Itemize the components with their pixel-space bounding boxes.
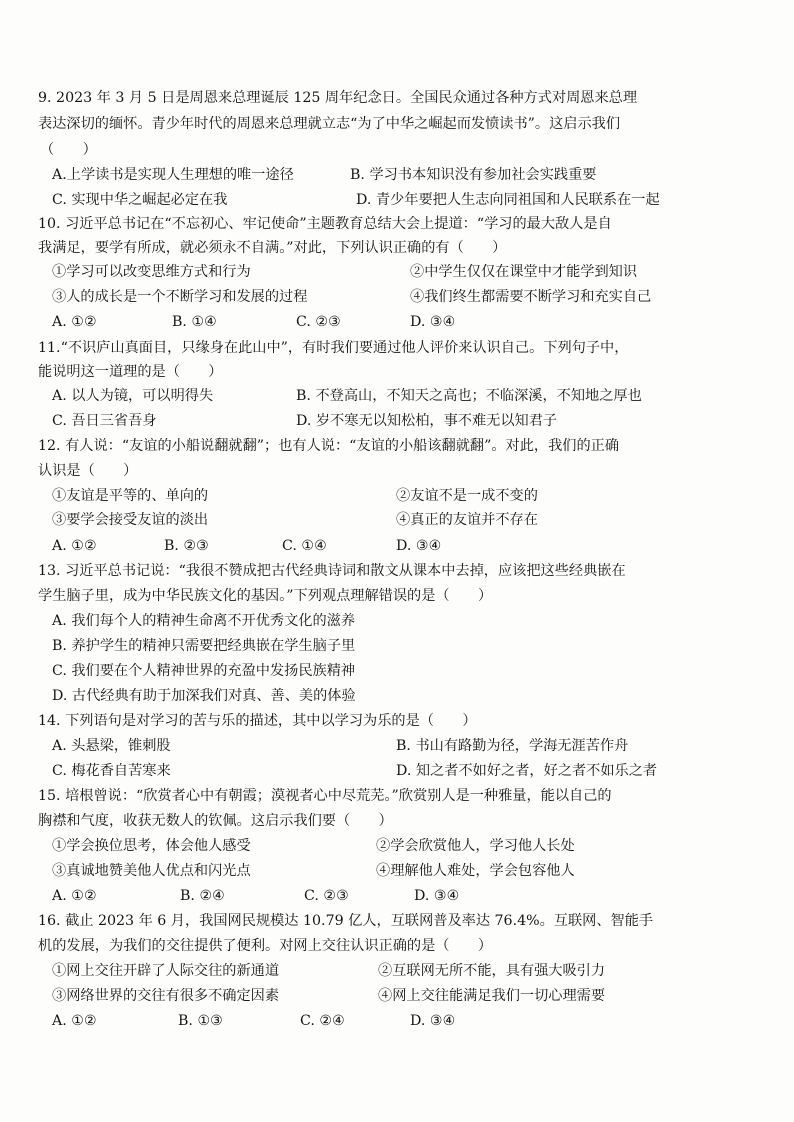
option-a: A. ①② (52, 1013, 97, 1029)
option-a: A. ①② (52, 538, 97, 554)
statement-4: ④理解他人难处，学会包容他人 (376, 863, 575, 879)
statement-3: ③真诚地赞美他人优点和闪光点 (52, 863, 251, 879)
option-c: C. ①④ (282, 538, 327, 554)
option-d: D. 知之者不如好之者，好之者不如乐之者 (396, 763, 658, 779)
option-c: C. 我们要在个人精神世界的充盈中发扬民族精神 (52, 663, 356, 679)
statement-2: ②中学生仅仅在课堂中才能学到知识 (410, 264, 638, 280)
option-d: D. ③④ (410, 314, 456, 330)
option-b: B. ①④ (172, 314, 217, 330)
option-c: C. 吾日三省吾身 (52, 413, 157, 429)
option-a: A.上学读书是实现人生理想的唯一途径 (52, 167, 294, 183)
option-d: D. 岁不寒无以知松柏，事不难无以知君子 (296, 413, 558, 429)
option-d: D. 古代经典有助于加深我们对真、善、美的体验 (52, 688, 356, 704)
option-a: A. ①② (52, 314, 97, 330)
question-stem: 能说明这一道理的是（ ） (38, 364, 223, 380)
option-a: A. 以人为镜，可以明得失 (52, 388, 214, 404)
question-stem: 表达深切的缅怀。青少年时代的周恩来总理就立志“为了中华之崛起而发愤读书”。这启示我们 (38, 116, 621, 132)
option-c: C. 实现中华之崛起必定在我 (52, 192, 228, 208)
question-stem: 9. 2023 年 3 月 5 日是周恩来总理诞辰 125 周年纪念日。全国民众通过各种方式对周恩来总理 (38, 90, 638, 106)
question-stem: 机的发展，为我们的交往提供了便利。对网上交往认识正确的是（ ） (38, 938, 493, 954)
statement-4: ④网上交往能满足我们一切心理需要 (378, 988, 606, 1004)
statement-1: ①友谊是平等的、单向的 (52, 488, 209, 504)
option-a: A. ①② (52, 888, 97, 904)
statement-1: ①学习可以改变思维方式和行为 (52, 264, 251, 280)
question-stem: 10. 习近平总书记在“不忘初心、牢记使命”主题教育总结大会上提道：“学习的最大敌人是自 (38, 216, 612, 232)
question-stem: 胸襟和气度，收获无数人的钦佩。这启示我们要（ ） (38, 813, 393, 829)
option-a: A. 我们每个人的精神生命离不开优秀文化的滋养 (52, 613, 356, 629)
statement-4: ④真正的友谊并不存在 (396, 512, 538, 528)
question-stem: 11.“不识庐山真面目，只缘身在此山中”，有时我们要通过他人评价来认识自己。下列句子中， (38, 340, 629, 356)
statement-4: ④我们终生都需要不断学习和充实自己 (410, 289, 652, 305)
question-stem: 我满足，要学有所成，就必须永不自满。”对此，下列认识正确的有（ ） (38, 240, 507, 256)
option-d: D. ③④ (410, 1013, 456, 1029)
question-stem: 认识是（ ） (38, 463, 138, 479)
statement-2: ②学会欣赏他人，学习他人长处 (376, 838, 575, 854)
question-stem: 13. 习近平总书记说：“我很不赞成把古代经典诗词和散文从课本中去掉，应该把这些经典嵌在 (38, 563, 626, 579)
question-stem: 16. 截止 2023 年 6 月，我国网民规模达 10.79 亿人，互联网普及率达 76.4%。互联网、智能手 (38, 913, 654, 929)
question-stem: 学生脑子里，成为中华民族文化的基因。”下列观点理解错误的是（ ） (38, 588, 493, 604)
option-c: C. ②④ (300, 1013, 345, 1029)
statement-2: ②互联网无所不能，具有强大吸引力 (378, 963, 606, 979)
option-b: B. 不登高山，不知天之高也；不临深溪，不知地之厚也 (296, 388, 642, 404)
option-b: B. ①③ (178, 1013, 223, 1029)
option-b: B. 学习书本知识没有参加社会实践重要 (350, 167, 597, 183)
question-stem: 12. 有人说：“友谊的小船说翻就翻”；也有人说：“友谊的小船该翻就翻”。对此，我们的正确 (38, 438, 620, 454)
question-stem: 14. 下列语句是对学习的苦与乐的描述，其中以学习为乐的是（ ） (38, 713, 477, 729)
option-d: D. ③④ (414, 888, 460, 904)
option-b: B. 养护学生的精神只需要把经典嵌在学生脑子里 (52, 638, 356, 654)
question-stem: 15. 培根曾说：“欣赏者心中有朝霞；漠视者心中尽荒芜。”欣赏别人是一种雅量，能以自己的 (38, 788, 612, 804)
option-c: C. 梅花香自苦寒来 (52, 763, 171, 779)
option-d: D. ③④ (396, 538, 442, 554)
statement-1: ①学会换位思考，体会他人感受 (52, 838, 251, 854)
option-b: B. 书山有路勤为径，学海无涯苦作舟 (396, 738, 629, 754)
option-b: B. ②④ (180, 888, 225, 904)
statement-3: ③要学会接受友谊的淡出 (52, 512, 209, 528)
statement-3: ③人的成长是一个不断学习和发展的过程 (52, 289, 308, 305)
option-c: C. ②③ (304, 888, 349, 904)
option-b: B. ②③ (164, 538, 209, 554)
option-a: A. 头悬梁，锥刺股 (52, 738, 171, 754)
statement-1: ①网上交往开辟了人际交往的新通道 (52, 963, 280, 979)
answer-blank: （ ） (40, 142, 97, 158)
statement-3: ③网络世界的交往有很多不确定因素 (52, 988, 280, 1004)
statement-2: ②友谊不是一成不变的 (396, 488, 538, 504)
option-c: C. ②③ (296, 314, 341, 330)
option-d: D. 青少年要把人生志向同祖国和人民联系在一起 (356, 192, 660, 208)
